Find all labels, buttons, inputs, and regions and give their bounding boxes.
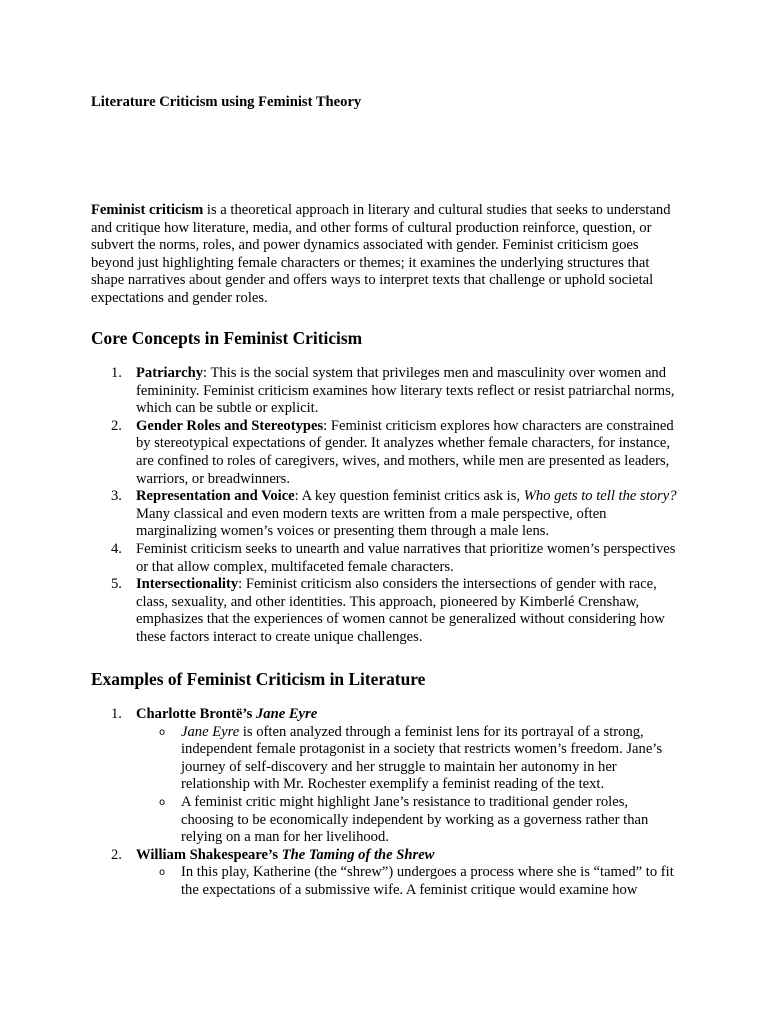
list-item [91, 576, 681, 646]
list-item [91, 541, 681, 576]
list-item [136, 794, 681, 847]
document-title: Literature Criticism using Feminist Theory [91, 94, 362, 110]
core-concepts-list [91, 365, 681, 647]
list-item [91, 418, 681, 488]
concept-text: : Feminist criticism explores how characters are constrained by stereotypical expectations of gender. It analyzes whether female characters, for instance, are confined to roles of caregivers, wives, and mothers, while men are presented as leaders, warriors, or breadwinners. [136, 417, 674, 487]
list-item [136, 724, 681, 794]
list-marker: 3. [111, 488, 122, 505]
bullet-work: Jane Eyre [181, 723, 240, 740]
list-item [91, 488, 681, 541]
concept-question: Who gets to tell the story? [523, 488, 677, 505]
list-item [91, 706, 681, 847]
list-item [91, 365, 681, 418]
example-author: William Shakespeare’s [136, 846, 282, 863]
list-marker: 2. [111, 846, 122, 863]
intro-paragraph [91, 202, 681, 308]
list-marker: 4. [111, 540, 122, 557]
examples-list [91, 706, 681, 900]
concept-text: : This is the social system that privileges men and masculinity over women and femininity. Feminist criticism examines how literary texts reflect or resist patriarchal norms, which can be subtle or explicit. [136, 365, 675, 417]
core-concepts-heading: Core Concepts in Feminist Criticism [91, 328, 363, 348]
concept-term: Patriarchy [136, 365, 204, 381]
concept-text: : Feminist criticism also considers the intersections of gender with race, class, sexuality, and other identities. This approach, pioneered by Kimberlé Crenshaw, emphasizes that the experiences of women cannot be generalized without considering how these factors interact to create unique challenges. [136, 576, 665, 645]
list-marker: 5. [111, 576, 122, 593]
list-marker: 1. [111, 706, 122, 722]
concept-text: Many classical and even modern texts are written from a male perspective, often marginalizing women’s voices or presenting them through a male lens. [136, 505, 607, 540]
bullet-marker: o [159, 796, 166, 808]
bullet-text: In this play, Katherine (the “shrew”) undergoes a process where she is “tamed” to fit the expectations of a submissive wife. A feminist critique would examine how [181, 864, 674, 898]
bullet-marker: o [159, 726, 166, 738]
list-marker: 1. [111, 365, 122, 381]
list-item [136, 864, 681, 899]
example-bullets [136, 864, 681, 899]
example-work: Jane Eyre [255, 706, 318, 722]
bullet-text: A feminist critic might highlight Jane’s resistance to traditional gender roles, choosing to be economically independent by working as a governess rather than relying on a man for her livelihood. [181, 793, 649, 846]
intro-term: Feminist criticism [91, 202, 204, 218]
concept-text: : A key question feminist critics ask is, [294, 488, 524, 505]
concept-term: Gender Roles and Stereotypes [136, 417, 324, 434]
example-work: The Taming of the Shrew [281, 846, 435, 863]
example-author: Charlotte Brontë’s [136, 706, 256, 722]
list-marker: 2. [111, 417, 122, 434]
concept-term: Representation and Voice [136, 488, 295, 505]
examples-heading: Examples of Feminist Criticism in Literature [91, 669, 426, 689]
list-item [91, 847, 681, 900]
concept-text: Feminist criticism seeks to unearth and value narratives that prioritize women’s perspectives or that allow complex, multifaceted female characters. [136, 540, 676, 575]
intro-text: is a theoretical approach in literary and cultural studies that seeks to understand and critique how literature, media, and other forms of cultural production reinforce, question, or subvert the norms, roles, and power dynamics associated with gender. Feminist criticism goes beyond just highlighting female characters or themes; it examines the underlying structures that shape narratives about gender and offers ways to interpret texts that challenge or uphold societal expectations and gender roles. [91, 202, 671, 306]
bullet-marker: o [159, 867, 166, 879]
concept-term: Intersectionality [136, 576, 239, 593]
bullet-text: is often analyzed through a feminist lens for its portrayal of a strong, independent female protagonist in a society that restricts women’s freedom. Jane’s journey of self-discovery and her struggle to maintain her autonomy in her relationship with Mr. Rochester exemplify a feminist reading of the text. [181, 723, 663, 793]
example-bullets [136, 724, 681, 847]
